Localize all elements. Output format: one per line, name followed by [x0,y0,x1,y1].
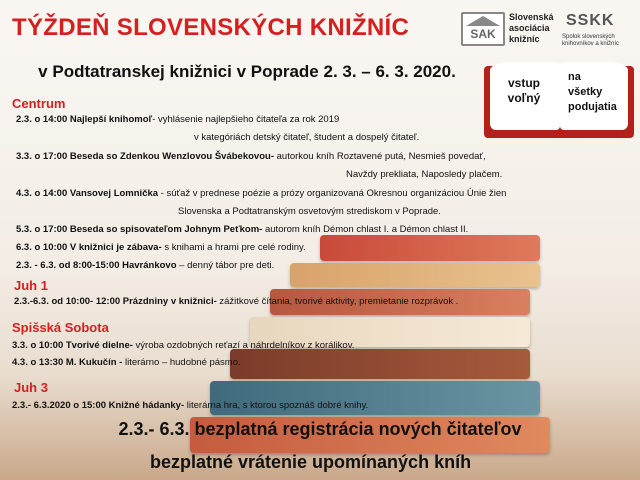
badge-left-text [494,76,554,106]
event-title: 3.3. o 17:00 Beseda so Zdenkou Wenzlovou Švábekovou- [16,151,274,162]
event-line [12,340,354,352]
event-line [12,400,368,412]
event-desc: výroba ozdobných reťazí a náhrdelníkov z korálikov. [132,340,355,351]
badge-text-line: podujatia [568,101,617,113]
event-line [12,357,241,369]
event-title: 3.3. o 10:00 Tvorivé dielne- [12,340,133,351]
badge-text-line: na [568,71,581,83]
section-title-centrum: Centrum [12,96,66,111]
event-desc: - vyhlásenie najlepšieho čitateľa za rok 2019 [152,114,340,125]
book [290,263,540,287]
badge-text-line: všetky [568,86,603,98]
event-line [16,260,274,272]
badge-right-text [564,70,626,115]
event-title: 2.3. - 6.3. od 8:00-15:00 Havránkovo [16,260,177,271]
sskk-line: knihovníkov a knižníc [562,41,620,47]
event-line-cont: Navždy prekliata, Naposledy plačem. [346,169,503,180]
event-line [16,151,486,163]
event-desc: autorkou kníh Roztavené putá, Nesmieš povedať, [273,151,486,162]
event-title: 4.3. o 14:00 Vansovej Lomnička [16,188,159,199]
event-desc: literárno – hudobné pásmo. [122,357,241,368]
event-title: 4.3. o 13:30 M. Kukučín - [12,357,123,368]
book [320,235,540,261]
event-desc: zážitkové čítania, tvorivé aktivity, premietanie rozprávok . [216,296,459,307]
event-desc: autorom kníh Démon chlast I. a Démon chlast II. [262,224,469,235]
event-line [16,242,306,254]
sak-logo-abbr: SAK [470,27,496,41]
sak-logo [461,12,505,46]
event-line-cont: v kategóriách detský čitateľ, študent a dospelý čitateľ. [194,132,420,143]
sskk-logo-letters: SSKK [566,12,615,29]
sskk-line: Spolok slovenských [562,34,615,40]
free-entry-book-badge [484,62,634,140]
section-title-spisska-sobota: Spišská Sobota [12,320,109,335]
event-desc: s knihami a hrami pre celé rodiny. [161,242,306,253]
book [230,349,530,379]
event-desc: - súťaž v prednese poézie a prózy organizovaná Okresnou organizáciou Únie žien [158,188,507,199]
sak-line: asociácia [509,23,550,33]
event-title: 5.3. o 17:00 Beseda so spisovateľom Johnym Peťkom- [16,224,263,235]
event-line [16,114,339,126]
badge-text-line: vstup [507,76,540,90]
sak-logo-text [509,12,569,45]
footer-returns: bezplatné vrátenie upomínaných kníh [150,452,472,472]
footer-registration: 2.3.- 6.3. bezplatná registrácia nových čitateľov [118,419,522,439]
section-title-juh3: Juh 3 [14,380,48,395]
badge-text-line: voľný [507,91,541,105]
event-line [16,188,506,200]
event-title: 2.3.-6.3. od 10:00- 12:00 Prázdniny v knižnici- [14,296,217,307]
sskk-logo-label [562,34,638,48]
page-title: TÝŽDEŇ SLOVENSKÝCH KNIŽNÍC [12,14,410,41]
event-title: 2.3.- 6.3.2020 o 15:00 Knižné hádanky- [12,400,185,411]
event-title: 6.3. o 10:00 V knižnici je zábava- [16,242,162,253]
sak-line: knižníc [509,34,540,44]
house-roof-icon [466,16,500,26]
sak-line: Slovenská [509,12,554,22]
event-line [16,224,468,236]
event-line-cont: Slovenska a Podtatranským osvetovým strediskom v Poprade. [178,206,441,217]
event-line [14,296,458,308]
section-title-juh1: Juh 1 [14,278,48,293]
page-subtitle: v Podtatranskej knižnici v Poprade 2. 3. – 6. 3. 2020. [38,62,456,81]
event-desc: literárna hra, s ktorou spoznáš dobré knihy. [184,400,369,411]
event-title: 2.3. o 14:00 Najlepší knihomoľ [16,114,153,125]
event-desc: – denný tábor pre deti. [176,260,275,271]
sskk-logo [562,10,634,46]
